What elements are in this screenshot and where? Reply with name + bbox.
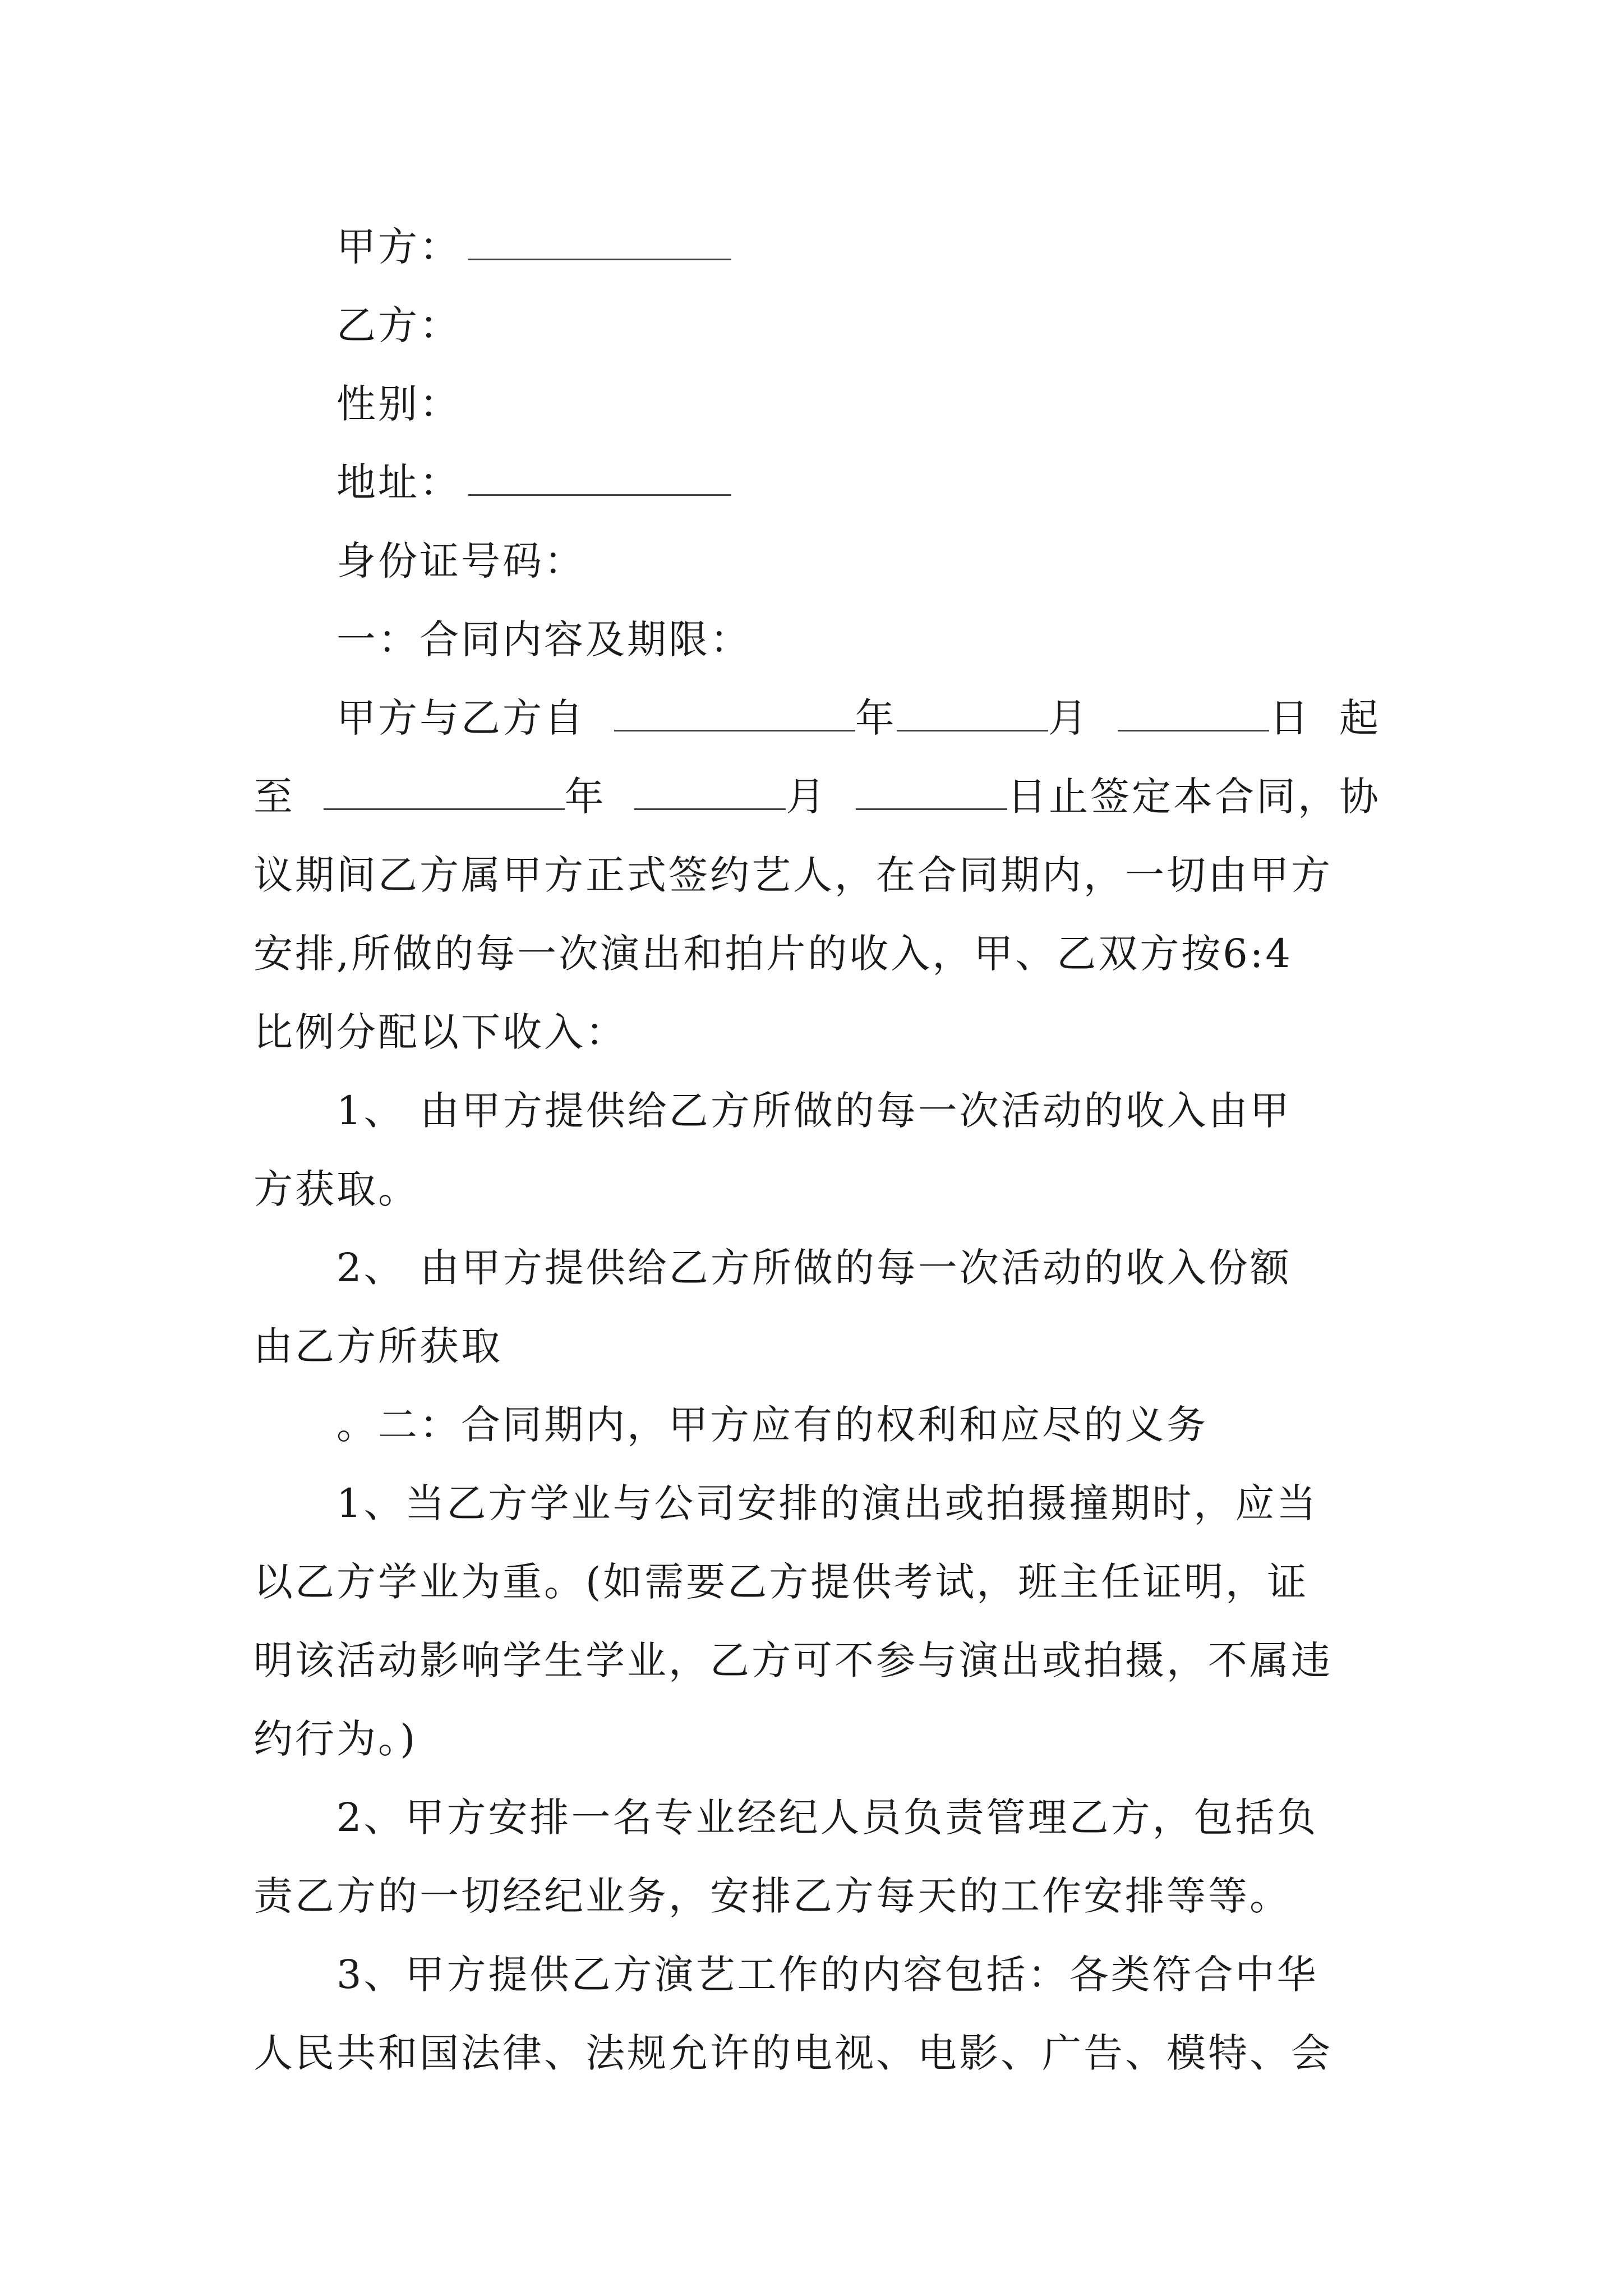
year-label: 年 (855, 695, 897, 741)
clause-2 (253, 1778, 1381, 1935)
text-line: 明该活动影响学生学业，乙方可不参与演出或拍摄，不属违 (253, 1637, 1332, 1683)
field-label: 性别： (336, 381, 461, 427)
date-prefix: 甲方与乙方自 (336, 695, 585, 741)
item-1 (253, 1071, 1381, 1228)
blank-line (614, 695, 855, 731)
field-id-number (253, 522, 1381, 600)
text-line: 方获取。 (253, 1166, 419, 1212)
text-line: 安排,所做的每一次演出和拍片的收入，甲、乙双方按6:4 (253, 931, 1293, 977)
blank-line (856, 774, 1007, 810)
blank-line (1118, 695, 1269, 731)
year-label: 年 (564, 774, 606, 820)
field-party-a (253, 208, 1381, 286)
blank-line (634, 774, 786, 810)
field-label: 地址： (336, 459, 461, 505)
text-line: 以乙方学业为重。(如需要乙方提供考试，班主任证明，证 (253, 1559, 1309, 1605)
text-line: 1、当乙方学业与公司安排的演出或拍摄撞期时，应当 (336, 1480, 1318, 1526)
text-line: 议期间乙方属甲方正式签约艺人，在合同期内，一切由甲方 (253, 852, 1332, 898)
clause-3 (253, 1935, 1381, 2092)
clause-1 (253, 1464, 1381, 1778)
text-line: 2、 由甲方提供给乙方所做的每一次活动的收入份额 (336, 1245, 1292, 1291)
blank-line (468, 224, 731, 260)
contract-page (253, 208, 1381, 2092)
text-line: 3、甲方提供乙方演艺工作的内容包括：各类符合中华 (336, 1952, 1318, 1998)
field-gender (253, 365, 1381, 443)
date-line-end (253, 757, 1381, 836)
text-line: 1、 由甲方提供给乙方所做的每一次活动的收入由甲 (336, 1088, 1292, 1134)
text-line: 责乙方的一切经纪业务，安排乙方每天的工作安排等等。 (253, 1873, 1291, 1919)
field-label: 乙方： (336, 302, 461, 348)
section-heading-2: 。二：合同期内，甲方应有的权利和应尽的义务 (336, 1402, 1208, 1448)
blank-line (468, 459, 731, 496)
month-label: 月 (786, 774, 828, 820)
field-address (253, 443, 1381, 522)
field-label: 甲方： (336, 224, 461, 270)
start-label: 起 (1339, 695, 1381, 741)
end-text: 日止签定本合同，协 (1007, 774, 1381, 820)
text-line: 由乙方所获取 (253, 1323, 502, 1369)
field-party-b (253, 286, 1381, 365)
text-line: 约行为。) (253, 1716, 418, 1762)
blank-line (324, 774, 565, 810)
month-label: 月 (1048, 695, 1090, 741)
date-line-start (253, 679, 1381, 757)
to-label: 至 (253, 774, 295, 820)
contract-term-paragraph (253, 679, 1381, 1071)
text-line: 2、甲方安排一名专业经纪人员负责管理乙方，包括负 (336, 1795, 1318, 1841)
field-label: 身份证号码： (336, 538, 585, 584)
day-label: 日 (1269, 695, 1311, 741)
section-heading-1: 一：合同内容及期限： (336, 616, 751, 662)
text-line: 人民共和国法律、法规允许的电视、电影、广告、模特、会 (253, 2030, 1332, 2076)
blank-line (897, 695, 1048, 731)
item-2 (253, 1228, 1381, 1386)
text-line: 比例分配以下收入： (253, 1009, 627, 1055)
